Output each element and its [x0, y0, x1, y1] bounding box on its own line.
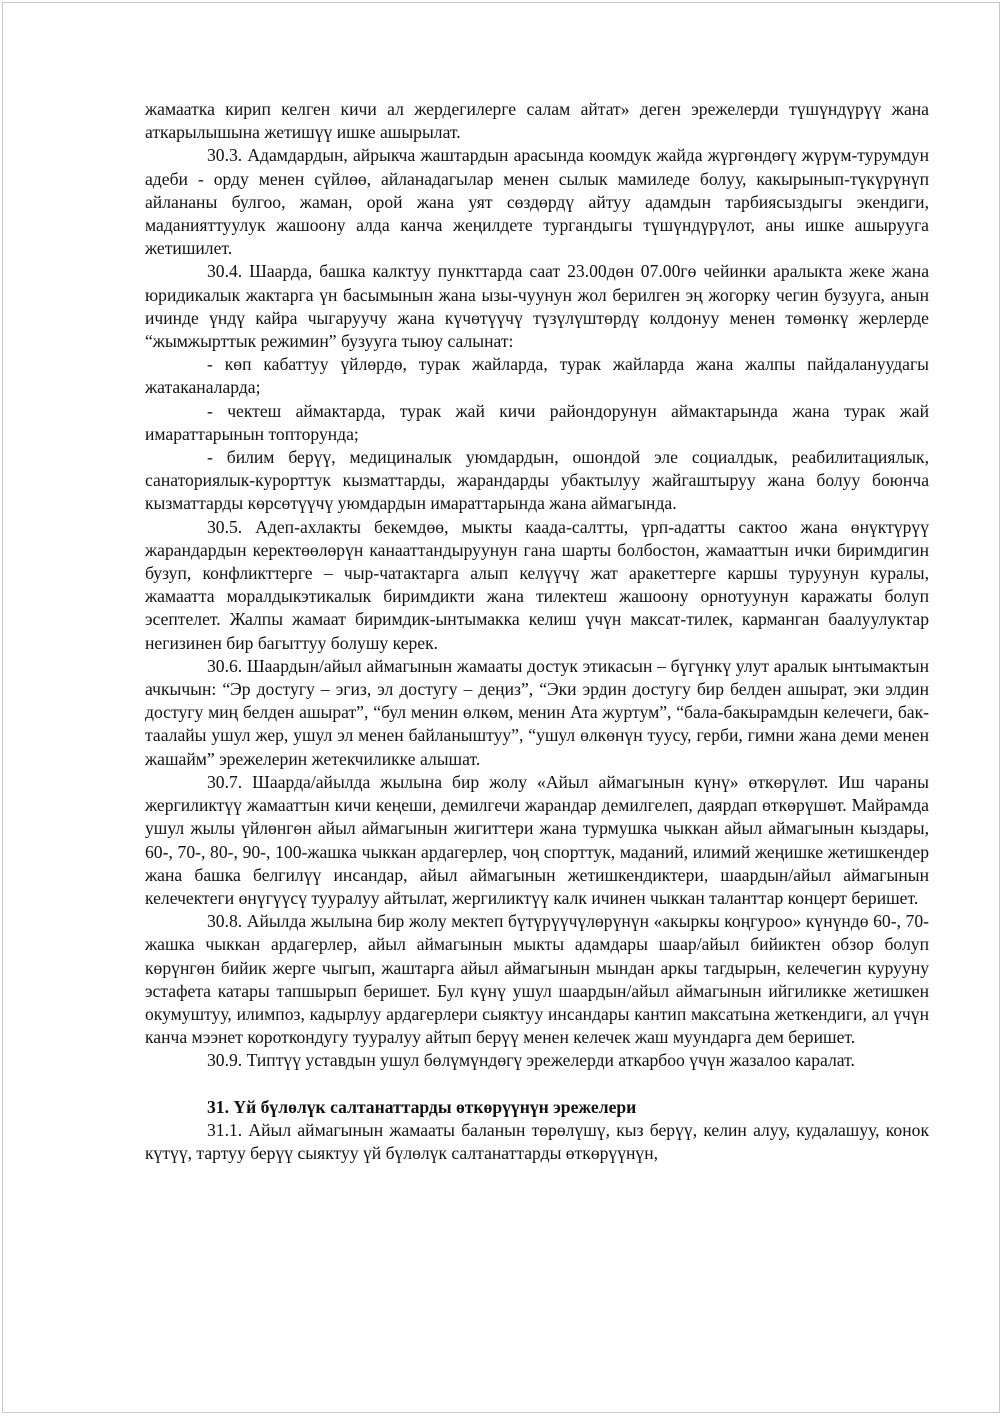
- document-body: [145, 98, 929, 1165]
- paragraph-30-8: 30.8. Айылда жылына бир жолу мектеп бүтүрүүчүлөрүнүн «акыркы коңгуроо» күнүндө 60-, 70-жашка чыккан ардагерлер, айыл аймагынын мыкты адамдары шаар/айыл бийиктен обзор болуп көрүнгөн бийик жерге чыгып, жаштарга айыл аймагынын мындан аркы тагдырын, келечегин курууну эстафета катары тапшырып беришет. Бул күнү ушул шаардын/айыл аймагынын ийгиликке жетишкен окумуштуу, илимпоз, кадырлуу ардагерлери сыяктуу инсандары кантип максатына жеткендиги, ал үчүн канча мээнет короткондугу тууралуу айтып берүү менен келечек жаш муундарга дем беришет.: [145, 911, 929, 1048]
- paragraph-30-4: 30.4. Шаарда, башка калктуу пункттарда саат 23.00дөн 07.00гө чейинки аралыкта жеке жана юридикалык жактарга үн басымынын жана ызы-чуунун жол берилген эң жогорку чегин бузууга, анын ичинде үндү кайра чыгаруучу жана күчөтүүчү түзүлүштөрдү колдонуу менен төмөнкү жерлерде “жымжырттык режимин” бузууга тыюу салынат:: [145, 261, 929, 352]
- list-item-institutions: - билим берүү, медициналык уюмдардын, ошондой эле социалдык, реабилитациялык, санаториялык-курорттук кызматтарды, жарандарды убактылуу жайгаштыруу жана болуу боюнча кызматтарды көрсөтүүчү уюмдардын имараттарында жана аймагында.: [145, 447, 929, 514]
- paragraph-30-5: 30.5. Адеп-ахлакты бекемдөө, мыкты каада-салтты, үрп-адатты сактоо жана өнүктүрүү жарандардын керектөөлөрүн канааттандыруунун гана шарты болбостон, жамааттын ички биримдигин бузуп, конфликттерге – чыр-чатактарга алып келүүчү жат аракеттерге каршы туруунун куралы, жамаатта моралдыкэтикалык биримдикти жана тилектеш жашоону орнотуунун каражаты болуп эсептелет. Жалпы жамаат биримдик-ынтымакка келиш үчүн максат-тилек, карманган баалуулуктар негизинен бир багыттуу болушу керек.: [145, 516, 929, 653]
- paragraph-30-6: 30.6. Шаардын/айыл аймагынын жамааты достук этикасын – бүгүнкү улут аралык ынтымактын ачкычын: “Эр достугу – эгиз, эл достугу – деңиз”, “Эки эрдин достугу бир белден ашырат, эки элдин достугу миң белден ашырат”, “бул менин өлкөм, менин Ата журтум”, “бала-бакырамдын келечеги, бак-таалайы ушул жер, ушул эл менен байланыштуу”, “ушул өлкөнүн туусу, герби, гимни жана деми менен жашайм” эрежелерин жетекчиликке алышат.: [145, 655, 929, 769]
- paragraph-continuation: жамаатка кирип келген кичи ал жердегилерге салам айтат» деген эрежелерди түшүндүрүү жана аткарылышына жетишүү ишке ашырылат.: [145, 99, 929, 143]
- paragraph-30-7: 30.7. Шаарда/айылда жылына бир жолу «Айыл аймагынын күнү» өткөрүлөт. Иш чараны жергиликтүү жамааттын кичи кеңеши, демилгечи жарандар демилгелеп, даярдап өткөрүшөт. Майрамда ушул жылы үйлөнгөн айыл аймагынын жигиттери жана турмушка чыккан айыл аймагынын кыздары, 60-, 70-, 80-, 90-, 100-жашка чыккан ардагерлер, чоң спорттук, маданий, илимий жеңишке жетишкендер жана башка белгилүү инсандар, айыл аймагынын жетишкендиктери, шаардын/айыл аймагынын келечектеги өнүгүүсү тууралуу айтылат, жергиликтүү калк ичинен чыккан таланттар концерт беришет.: [145, 771, 929, 908]
- section-heading-31: 31. Үй бүлөлүк салтанаттарды өткөрүүнүн эрежелери: [207, 1096, 637, 1117]
- paragraph-31-1: 31.1. Айыл аймагынын жамааты баланын төрөлүшү, кыз берүү, келин алуу, кудалашуу, конок күтүү, тартуу берүү сыяктуу үй бүлөлүк салтанаттарды өткөрүүнүн,: [145, 1119, 929, 1163]
- paragraph-30-3: 30.3. Адамдардын, айрыкча жаштардын арасында коомдук жайда жүргөндөгү жүрүм-турумдун адеби - орду менен сүйлөө, айланадагылар менен сылык мамиледе болуу, какырынып-түкүрүнүп айлананы булгоо, жаман, орой жана уят сөздөрдү айтуу адамдын тарбиясыздыгы экендиги, маданияттуулук жашоону алда канча жеңилдете тургандыгы түшүндүрүлот, аны ишке ашырууга жетишилет.: [145, 145, 929, 259]
- paragraph-30-9: 30.9. Типтүү уставдын ушул бөлүмүндөгү эрежелерди аткарбоо үчүн жазалоо каралат.: [207, 1050, 855, 1071]
- list-item-adjacent-areas: - чектеш аймактарда, турак жай кичи райондорунун аймактарында жана турак жай имараттарынын топторунда;: [145, 400, 929, 444]
- list-item-apartments: - көп кабаттуу үйлөрдө, турак жайларда, турак жайларда жана жалпы пайдалануудагы жатаканаларда;: [145, 354, 929, 398]
